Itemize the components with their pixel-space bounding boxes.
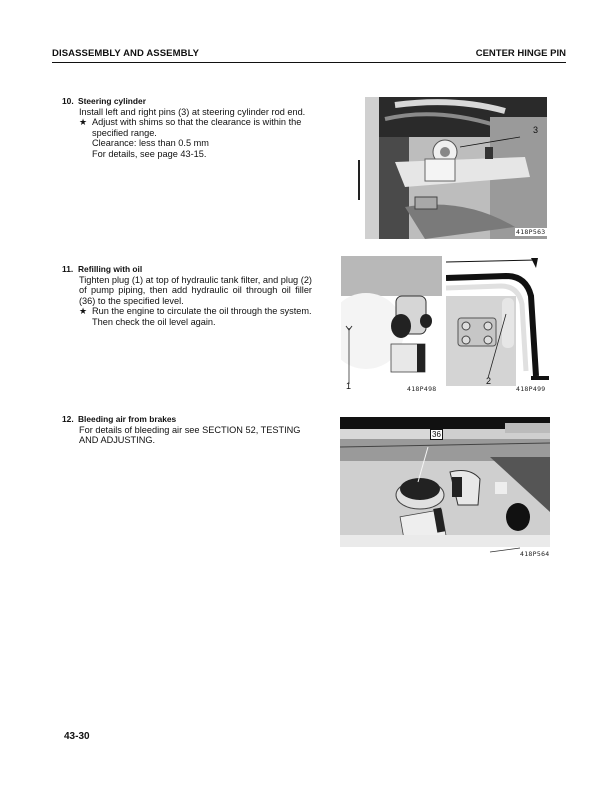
figure-caption: 418P563	[516, 228, 546, 236]
step-11	[62, 264, 312, 328]
photo-hydraulic-tank-filter	[341, 256, 442, 396]
page-number: 43-30	[64, 731, 90, 742]
step-body: Tighten plug (1) at top of hydraulic tank filter, and plug (2) of pump piping, then add hydraulic oil through oil filler (36) to the specified level.	[79, 274, 312, 306]
step-title-text: Steering cylinder	[78, 96, 146, 106]
section-title: DISASSEMBLY AND ASSEMBLY	[52, 48, 200, 59]
callout-label: 1	[346, 381, 352, 391]
step-title	[62, 264, 312, 275]
step-body: For details of bleeding air see SECTION 52, TESTING AND ADJUSTING.	[79, 424, 301, 446]
callout-label: 2	[486, 376, 492, 386]
callout-label: 3	[533, 125, 539, 135]
step-note	[62, 306, 312, 327]
photo-pump-piping	[446, 256, 549, 396]
image-edge-mark	[358, 160, 360, 200]
step-title	[62, 96, 312, 107]
photo-steering-cylinder	[365, 97, 547, 239]
step-number: 10.	[62, 96, 74, 106]
step-title	[62, 414, 312, 425]
step-number: 11.	[62, 264, 74, 274]
note-line: For details, see page 43-15.	[92, 148, 207, 159]
star-icon: ★	[79, 117, 88, 128]
callout-label: 36	[432, 430, 441, 439]
step-note	[62, 117, 312, 159]
note-line: Run the engine to circulate the oil through the system. Then check the oil level again.	[92, 306, 312, 327]
page-header	[52, 48, 566, 63]
note-line: Clearance: less than 0.5 mm	[92, 138, 209, 149]
step-title-text: Refilling with oil	[78, 264, 143, 274]
topic-title: CENTER HINGE PIN	[475, 48, 566, 59]
step-body: Install left and right pins (3) at steering cylinder rod end.	[79, 106, 306, 117]
figure-caption: 418P564	[520, 550, 550, 558]
step-number: 12.	[62, 414, 74, 424]
figure-caption: 418P498	[407, 385, 437, 393]
photo-oil-filler	[340, 417, 550, 567]
step-10	[62, 96, 312, 160]
figure-caption: 418P499	[516, 385, 546, 393]
step-12	[62, 414, 312, 446]
star-icon: ★	[79, 306, 88, 317]
step-title-text: Bleeding air from brakes	[78, 414, 177, 424]
note-line: Adjust with shims so that the clearance is within the specified range.	[92, 117, 302, 138]
